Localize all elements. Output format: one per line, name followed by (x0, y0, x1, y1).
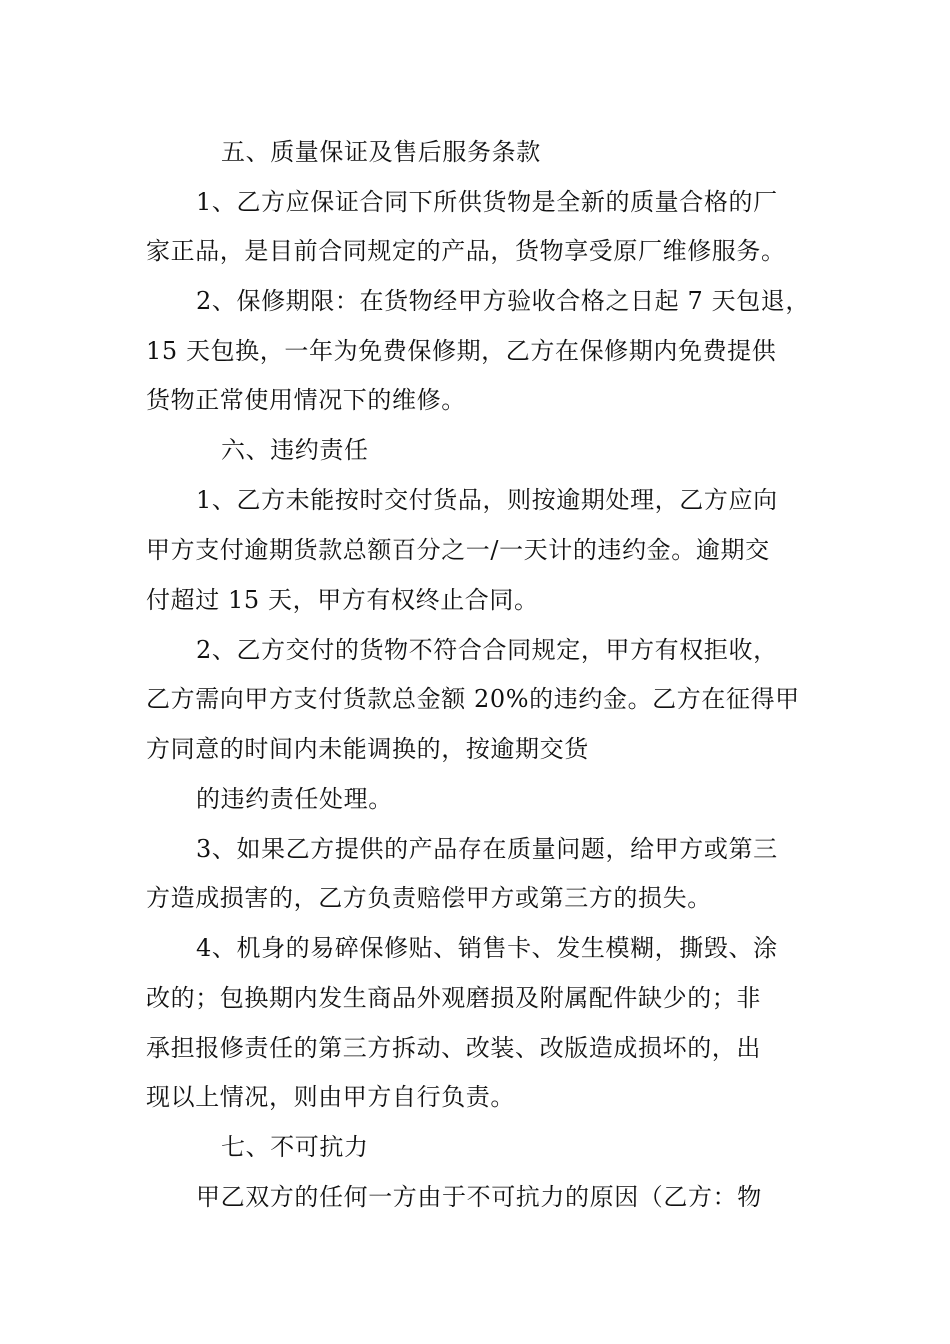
text-line: 2、保修期限：在货物经甲方验收合格之日起 7 天包退， (196, 287, 810, 315)
text-line: 改的；包换期内发生商品外观磨损及附属配件缺少的；非 (146, 984, 761, 1012)
text-line: 4、机身的易碎保修贴、销售卡、发生模糊，撕毁、涂 (196, 934, 778, 962)
section-heading-breach: 六、违约责任 (221, 436, 369, 464)
text-line: 现以上情况，则由甲方自行负责。 (146, 1083, 515, 1111)
text-line: 1、乙方应保证合同下所供货物是全新的质量合格的厂 (196, 188, 778, 216)
text-line: 家正品，是目前合同规定的产品，货物享受原厂维修服务。 (146, 237, 786, 265)
text-line: 1、乙方未能按时交付货品，则按逾期处理，乙方应向 (196, 486, 778, 514)
text-line: 方造成损害的，乙方负责赔偿甲方或第三方的损失。 (146, 884, 712, 912)
text-line: 方同意的时间内未能调换的，按逾期交货 (146, 735, 589, 763)
text-line: 付超过 15 天，甲方有权终止合同。 (146, 586, 539, 614)
text-line: 货物正常使用情况下的维修。 (146, 386, 466, 414)
text-line: 2、乙方交付的货物不符合合同规定，甲方有权拒收， (196, 636, 778, 664)
text-line: 3、如果乙方提供的产品存在质量问题，给甲方或第三 (196, 835, 778, 863)
section-heading-force-majeure: 七、不可抗力 (221, 1133, 369, 1161)
text-line: 的违约责任处理。 (196, 785, 393, 813)
text-line: 15 天包换，一年为免费保修期，乙方在保修期内免费提供 (146, 337, 777, 365)
section-heading-quality: 五、质量保证及售后服务条款 (221, 138, 541, 166)
text-line: 甲乙双方的任何一方由于不可抗力的原因（乙方：物 (196, 1183, 762, 1211)
text-line: 甲方支付逾期货款总额百分之一/一天计的违约金。逾期交 (146, 536, 770, 564)
text-line: 乙方需向甲方支付货款总金额 20%的违约金。乙方在征得甲 (146, 685, 800, 713)
text-line: 承担报修责任的第三方拆动、改装、改版造成损坏的，出 (146, 1034, 761, 1062)
